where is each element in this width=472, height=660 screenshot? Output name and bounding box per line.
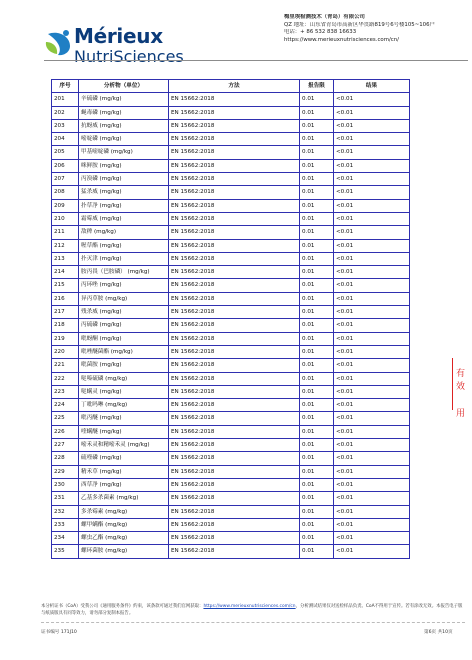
cell-method: EN 15662:2018 — [169, 106, 300, 119]
table-header-row — [52, 80, 410, 93]
cell-analyte: 乙基多杀菌素 (mg/kg) — [79, 492, 169, 505]
cell-analyte: 丙硫磷 (mg/kg) — [79, 319, 169, 332]
cell-no: 234 — [52, 532, 79, 545]
cell-method: EN 15662:2018 — [169, 532, 300, 545]
col-header-limit: 报告限 — [300, 80, 334, 93]
cell-limit: 0.01 — [300, 385, 334, 398]
cell-analyte: 残杀威 (mg/kg) — [79, 306, 169, 319]
table-row — [52, 292, 410, 305]
cell-no: 226 — [52, 425, 79, 438]
cell-analyte: 胺丙畏（巴胺磷） (mg/kg) — [79, 266, 169, 279]
table-row — [52, 199, 410, 212]
cell-analyte: 精禾草 (mg/kg) — [79, 465, 169, 478]
cell-limit: 0.01 — [300, 439, 334, 452]
logo-text-nutrisciences: NutriSciences — [74, 47, 184, 66]
cell-analyte: 吡唑醚菌酯 (mg/kg) — [79, 345, 169, 358]
cell-result: <0.01 — [334, 359, 410, 372]
cell-result: <0.01 — [334, 545, 410, 558]
cell-limit: 0.01 — [300, 199, 334, 212]
cell-method: EN 15662:2018 — [169, 159, 300, 172]
cell-method: EN 15662:2018 — [169, 452, 300, 465]
table-row — [52, 212, 410, 225]
stamp-text-2: 用 — [456, 409, 466, 419]
cell-result: <0.01 — [334, 505, 410, 518]
cell-result: <0.01 — [334, 439, 410, 452]
cell-analyte: 嘧禾灵和精嘧禾灵 (mg/kg) — [79, 439, 169, 452]
cell-limit: 0.01 — [300, 173, 334, 186]
cell-result: <0.01 — [334, 199, 410, 212]
table-row — [52, 239, 410, 252]
table-row — [52, 359, 410, 372]
cell-result: <0.01 — [334, 492, 410, 505]
table-row — [52, 93, 410, 106]
logo-text-merieux: Mérieux — [74, 24, 163, 48]
footer-note-text-a: 本分析证书（CoA）受我公司《通用服务条件》约束，该条款可通过我们官网获取： — [41, 604, 204, 609]
red-stamp-mark — [452, 358, 472, 419]
cell-result: <0.01 — [334, 239, 410, 252]
cell-method: EN 15662:2018 — [169, 412, 300, 425]
page-number: 第6页 共10页 — [424, 630, 453, 635]
cell-no: 208 — [52, 186, 79, 199]
cell-result: <0.01 — [334, 478, 410, 491]
table-row — [52, 518, 410, 531]
lab-contact-block — [284, 14, 468, 44]
cell-limit: 0.01 — [300, 372, 334, 385]
cell-limit: 0.01 — [300, 452, 334, 465]
cell-result: <0.01 — [334, 146, 410, 159]
cell-no: 217 — [52, 306, 79, 319]
cell-method: EN 15662:2018 — [169, 133, 300, 146]
cell-method: EN 15662:2018 — [169, 359, 300, 372]
table-row — [52, 159, 410, 172]
cell-no: 210 — [52, 212, 79, 225]
cell-method: EN 15662:2018 — [169, 372, 300, 385]
cell-analyte: 哒螨灵 (mg/kg) — [79, 385, 169, 398]
table-row — [52, 119, 410, 132]
cell-analyte: 嘧啶磷 (mg/kg) — [79, 133, 169, 146]
cell-no: 218 — [52, 319, 79, 332]
cell-analyte: 螺虫乙酯 (mg/kg) — [79, 532, 169, 545]
cell-limit: 0.01 — [300, 146, 334, 159]
cell-limit: 0.01 — [300, 119, 334, 132]
cell-result: <0.01 — [334, 465, 410, 478]
cell-analyte: 丙溴磷 (mg/kg) — [79, 173, 169, 186]
cell-analyte: 哒嗪硫磷 (mg/kg) — [79, 372, 169, 385]
cell-method: EN 15662:2018 — [169, 306, 300, 319]
col-header-method: 方法 — [169, 80, 300, 93]
cell-result: <0.01 — [334, 345, 410, 358]
cell-result: <0.01 — [334, 266, 410, 279]
cell-analyte: 喔草酯 (mg/kg) — [79, 239, 169, 252]
cell-analyte: 西草净 (mg/kg) — [79, 478, 169, 491]
cell-no: 219 — [52, 332, 79, 345]
cell-limit: 0.01 — [300, 186, 334, 199]
cell-no: 231 — [52, 492, 79, 505]
cell-limit: 0.01 — [300, 226, 334, 239]
cell-limit: 0.01 — [300, 359, 334, 372]
cell-analyte: 硫喹磷 (mg/kg) — [79, 452, 169, 465]
footer-note — [41, 604, 465, 617]
cell-method: EN 15662:2018 — [169, 425, 300, 438]
cell-analyte: 螺环菌胺 (mg/kg) — [79, 545, 169, 558]
table-row — [52, 465, 410, 478]
table-row — [52, 372, 410, 385]
cell-analyte: 猛杀威 (mg/kg) — [79, 186, 169, 199]
cell-limit: 0.01 — [300, 239, 334, 252]
table-row — [52, 385, 410, 398]
cell-limit: 0.01 — [300, 332, 334, 345]
table-row — [52, 545, 410, 558]
cell-limit: 0.01 — [300, 133, 334, 146]
cell-method: EN 15662:2018 — [169, 119, 300, 132]
cell-analyte: 喹螨醚 (mg/kg) — [79, 425, 169, 438]
table-row — [52, 332, 410, 345]
cell-no: 207 — [52, 173, 79, 186]
cell-method: EN 15662:2018 — [169, 545, 300, 558]
cell-result: <0.01 — [334, 226, 410, 239]
table-row — [52, 266, 410, 279]
cell-result: <0.01 — [334, 106, 410, 119]
cell-result: <0.01 — [334, 399, 410, 412]
cell-limit: 0.01 — [300, 412, 334, 425]
cell-result: <0.01 — [334, 425, 410, 438]
cell-limit: 0.01 — [300, 505, 334, 518]
cell-result: <0.01 — [334, 372, 410, 385]
cell-result: <0.01 — [334, 159, 410, 172]
cell-result: <0.01 — [334, 279, 410, 292]
cell-method: EN 15662:2018 — [169, 93, 300, 106]
header-divider — [44, 60, 468, 61]
cell-result: <0.01 — [334, 119, 410, 132]
cell-no: 230 — [52, 478, 79, 491]
cell-no: 225 — [52, 412, 79, 425]
cell-limit: 0.01 — [300, 518, 334, 531]
cell-limit: 0.01 — [300, 306, 334, 319]
cell-no: 202 — [52, 106, 79, 119]
cell-no: 221 — [52, 359, 79, 372]
cell-limit: 0.01 — [300, 465, 334, 478]
cell-no: 213 — [52, 252, 79, 265]
footer-note-link[interactable]: https://www.merieuxnutrisciences.com/cn — [203, 604, 296, 609]
cell-limit: 0.01 — [300, 532, 334, 545]
cell-analyte: 辛硫磷 (mg/kg) — [79, 93, 169, 106]
table-row — [52, 425, 410, 438]
table-row — [52, 252, 410, 265]
cell-result: <0.01 — [334, 385, 410, 398]
cell-no: 216 — [52, 292, 79, 305]
cell-limit: 0.01 — [300, 399, 334, 412]
cell-result: <0.01 — [334, 306, 410, 319]
cell-analyte: 霜霉威 (mg/kg) — [79, 212, 169, 225]
cell-no: 215 — [52, 279, 79, 292]
cell-result: <0.01 — [334, 412, 410, 425]
cell-no: 206 — [52, 159, 79, 172]
cell-limit: 0.01 — [300, 545, 334, 558]
cell-analyte: 吡菌胺 (mg/kg) — [79, 359, 169, 372]
cell-method: EN 15662:2018 — [169, 239, 300, 252]
cell-no: 203 — [52, 119, 79, 132]
cell-method: EN 15662:2018 — [169, 279, 300, 292]
cell-limit: 0.01 — [300, 492, 334, 505]
cell-no: 227 — [52, 439, 79, 452]
table-row — [52, 279, 410, 292]
cell-result: <0.01 — [334, 332, 410, 345]
cell-method: EN 15662:2018 — [169, 173, 300, 186]
cell-no: 235 — [52, 545, 79, 558]
cell-analyte: 扑草净 (mg/kg) — [79, 199, 169, 212]
cell-analyte: 多杀霉素 (mg/kg) — [79, 505, 169, 518]
lab-phone: 电话：+ 86 532 838 16633 — [284, 29, 357, 36]
table-row — [52, 492, 410, 505]
table-row — [52, 226, 410, 239]
cell-method: EN 15662:2018 — [169, 478, 300, 491]
cell-analyte: 异丙草胺 (mg/kg) — [79, 292, 169, 305]
cell-no: 229 — [52, 465, 79, 478]
cell-no: 232 — [52, 505, 79, 518]
cell-method: EN 15662:2018 — [169, 492, 300, 505]
cell-no: 228 — [52, 452, 79, 465]
logo-drop-icon — [44, 28, 74, 58]
cell-method: EN 15662:2018 — [169, 226, 300, 239]
table-row — [52, 319, 410, 332]
cell-method: EN 15662:2018 — [169, 332, 300, 345]
cell-analyte: 扑灭津 (mg/kg) — [79, 252, 169, 265]
footer-divider — [41, 622, 465, 623]
cell-result: <0.01 — [334, 133, 410, 146]
results-table — [51, 79, 410, 559]
cell-method: EN 15662:2018 — [169, 266, 300, 279]
lab-company-name: 梅里埃检测技术（青岛）有限公司 — [284, 14, 365, 20]
table-row — [52, 532, 410, 545]
col-header-no: 序号 — [52, 80, 79, 93]
col-header-analyte: 分析物（单位） — [79, 80, 169, 93]
table-row — [52, 452, 410, 465]
cell-method: EN 15662:2018 — [169, 439, 300, 452]
cell-limit: 0.01 — [300, 319, 334, 332]
cell-method: EN 15662:2018 — [169, 212, 300, 225]
cell-method: EN 15662:2018 — [169, 518, 300, 531]
cell-method: EN 15662:2018 — [169, 399, 300, 412]
cell-limit: 0.01 — [300, 266, 334, 279]
cell-no: 233 — [52, 518, 79, 531]
cell-limit: 0.01 — [300, 279, 334, 292]
lab-website: https://www.merieuxnutrisciences.com/cn/ — [284, 36, 399, 43]
cell-analyte: 丁吡吗啉 (mg/kg) — [79, 399, 169, 412]
table-row — [52, 306, 410, 319]
cell-limit: 0.01 — [300, 159, 334, 172]
cell-no: 205 — [52, 146, 79, 159]
cell-limit: 0.01 — [300, 212, 334, 225]
cell-limit: 0.01 — [300, 93, 334, 106]
cell-no: 224 — [52, 399, 79, 412]
cell-analyte: 咪鲜胺 (mg/kg) — [79, 159, 169, 172]
cell-result: <0.01 — [334, 518, 410, 531]
cell-limit: 0.01 — [300, 345, 334, 358]
cell-result: <0.01 — [334, 212, 410, 225]
cell-method: EN 15662:2018 — [169, 292, 300, 305]
cell-limit: 0.01 — [300, 425, 334, 438]
company-logo — [44, 24, 184, 76]
cell-method: EN 15662:2018 — [169, 505, 300, 518]
cell-no: 209 — [52, 199, 79, 212]
cell-no: 222 — [52, 372, 79, 385]
table-row — [52, 133, 410, 146]
cell-limit: 0.01 — [300, 292, 334, 305]
cell-analyte: 甲基嘧啶磷 (mg/kg) — [79, 146, 169, 159]
lab-address: QZ 地址：山东省青岛市高新区华贯路819号6号楼105~106户 — [284, 21, 435, 28]
stamp-text-1: 有效 — [456, 369, 466, 392]
cell-analyte: 螺甲螨酯 (mg/kg) — [79, 518, 169, 531]
cell-result: <0.01 — [334, 93, 410, 106]
cell-result: <0.01 — [334, 292, 410, 305]
cell-no: 201 — [52, 93, 79, 106]
cell-result: <0.01 — [334, 252, 410, 265]
cell-method: EN 15662:2018 — [169, 252, 300, 265]
table-row — [52, 478, 410, 491]
cell-no: 212 — [52, 239, 79, 252]
cell-analyte: 吡丙醚 (mg/kg) — [79, 412, 169, 425]
cell-method: EN 15662:2018 — [169, 345, 300, 358]
cell-result: <0.01 — [334, 452, 410, 465]
cell-method: EN 15662:2018 — [169, 199, 300, 212]
cell-result: <0.01 — [334, 186, 410, 199]
cell-analyte: 丙环唑 (mg/kg) — [79, 279, 169, 292]
cell-analyte: 蝇毒磷 (mg/kg) — [79, 106, 169, 119]
table-row — [52, 399, 410, 412]
cell-result: <0.01 — [334, 319, 410, 332]
table-row — [52, 186, 410, 199]
cell-method: EN 15662:2018 — [169, 186, 300, 199]
cell-limit: 0.01 — [300, 106, 334, 119]
cell-no: 211 — [52, 226, 79, 239]
cell-limit: 0.01 — [300, 252, 334, 265]
footer-note-text-b: ，分析测试结果仅对送检样品负责。CoA不得用于宣传。若有涂改无效。本报告电子版与纸质版具有同等效力，请勿部分复制本报告。 — [41, 604, 463, 616]
certificate-number: 证书编号 171J10 — [41, 630, 77, 635]
table-row — [52, 439, 410, 452]
cell-analyte: 抗蚜威 (mg/kg) — [79, 119, 169, 132]
cell-limit: 0.01 — [300, 478, 334, 491]
table-row — [52, 345, 410, 358]
cell-no: 204 — [52, 133, 79, 146]
table-row — [52, 505, 410, 518]
cell-no: 223 — [52, 385, 79, 398]
table-row — [52, 412, 410, 425]
cell-method: EN 15662:2018 — [169, 465, 300, 478]
table-row — [52, 106, 410, 119]
cell-result: <0.01 — [334, 173, 410, 186]
cell-method: EN 15662:2018 — [169, 146, 300, 159]
cell-no: 214 — [52, 266, 79, 279]
col-header-result: 结果 — [334, 80, 410, 93]
cell-no: 220 — [52, 345, 79, 358]
cell-analyte: 吡蚜酮 (mg/kg) — [79, 332, 169, 345]
table-row — [52, 173, 410, 186]
cell-method: EN 15662:2018 — [169, 385, 300, 398]
cell-method: EN 15662:2018 — [169, 319, 300, 332]
cell-result: <0.01 — [334, 532, 410, 545]
cell-analyte: 敌稗 (mg/kg) — [79, 226, 169, 239]
table-row — [52, 146, 410, 159]
